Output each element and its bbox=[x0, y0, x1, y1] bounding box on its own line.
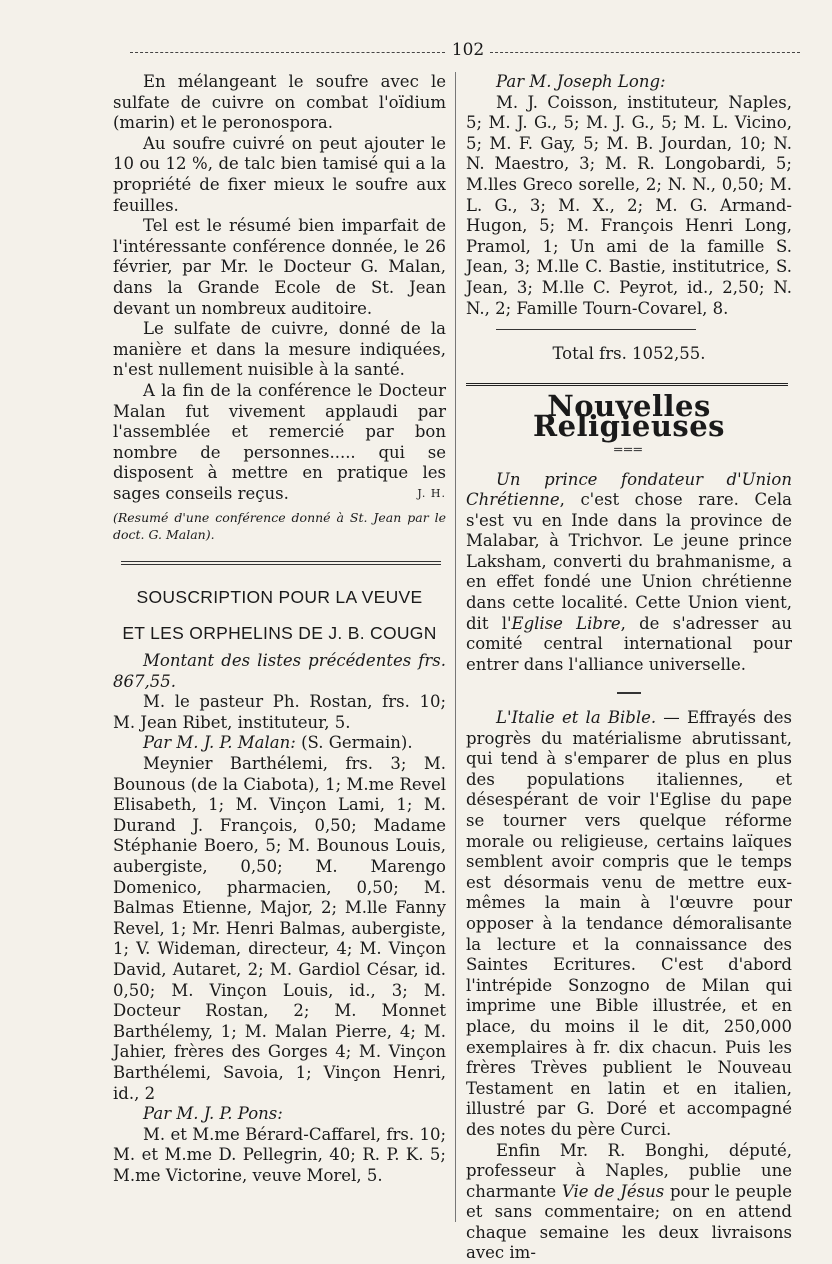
source-note: (Resumé d'une conférence donné à St. Jean par le doct. G. Malan). bbox=[113, 509, 446, 543]
book-title: Vie de Jésus bbox=[562, 1182, 664, 1201]
list-intro-place: (S. Germain). bbox=[296, 733, 413, 752]
newspaper-name: Eglise Libre bbox=[512, 614, 621, 633]
news-item-text: , de s'adresser au comité central international pour entrer dans l'alliance universelle. bbox=[466, 614, 792, 674]
previous-total: Montant des listes précédentes frs. 867,55. bbox=[113, 651, 446, 692]
section-divider bbox=[466, 383, 788, 386]
news-item-title: Un prince fondateur d'Union Chrétienne bbox=[466, 470, 792, 510]
section-divider bbox=[121, 561, 441, 565]
grand-total: Total frs. 1052,55. bbox=[466, 344, 792, 365]
subscription-heading-line-2: ET LES ORPHELINS DE J. B. COUGN bbox=[113, 615, 446, 651]
list-intro-name: Par M. J. P. Malan: bbox=[143, 733, 296, 752]
column-divider bbox=[455, 72, 456, 1222]
donor-list: Meynier Barthélemi, frs. 3; M. Bounous (de la Ciabota), 1; M.me Revel Elisabeth, 1; M. Vinçon Lami, 1; M. Durand J. François, 0,50; Madame Stéphanie Boero, 5; M. Bounous Louis, aubergiste, 0,50; M. Marengo Domenico, pharmacien, 0,50; M. Balmas Etienne, Major, 2; M.lle Fanny Revel, 1; Mr. Henri Balmas, aubergiste, 1; V. Wideman, directeur, 4; M. Vinçon David, Autaret, 2; M. Gardiol César, id. 0,50; M. Vinçon Louis, id., 3; M. Docteur Rostan, 2; M. Monnet Barthélemy, 1; M. Malan Pierre, 4; M. Jahier, frères des Gorges 4; M. Vinçon Barthélemi, Savoia, 1; Vinçon Henri, id., 2 bbox=[113, 754, 446, 1104]
paragraph: Tel est le résumé bien imparfait de l'intéressante conférence donnée, le 26 février, par Mr. le Docteur G. Malan, dans la Grande Ecole de St. Jean devant un nombreux auditoire. bbox=[113, 216, 446, 319]
page-header bbox=[130, 40, 800, 64]
signature: J. H. bbox=[113, 484, 446, 505]
right-column bbox=[466, 72, 792, 1264]
paragraph: M. le pasteur Ph. Rostan, frs. 10; M. Jean Ribet, instituteur, 5. bbox=[113, 692, 446, 733]
donor-list: M. et M.me Bérard-Caffarel, frs. 10; M. et M.me D. Pellegrin, 40; R. P. K. 5; M.me Victorine, veuve Morel, 5. bbox=[113, 1125, 446, 1187]
news-item-text: Enfin Mr. R. Bonghi, député, professeur à Naples, publie une charmante bbox=[466, 1141, 792, 1201]
news-item-text: , c'est chose rare. Cela s'est vu en Inde dans la province de Malabar, à Trichvor. Le jeune prince Laksham, converti du brahmanisme, a en effet fondé une Union chrétienne dans cette localité. Cette Union vient, dit l' bbox=[466, 490, 792, 633]
news-item bbox=[466, 708, 792, 1140]
news-item-title: L'Italie et la Bible. bbox=[496, 708, 656, 727]
list-intro: Par M. J. P. Pons: bbox=[113, 1104, 446, 1125]
header-rule-left bbox=[130, 52, 445, 53]
paragraph: A la fin de la conférence le Docteur Malan fut vivement applaudi par l'assemblée et remercié par bon nombre de personnes..... qui se disposent à mettre en pratique les sages conseils reçus. bbox=[113, 381, 446, 505]
paragraph: Au soufre cuivré on peut ajouter le 10 ou 12 %, de talc bien tamisé qui a la propriété de fixer mieux le soufre aux feuilles. bbox=[113, 134, 446, 216]
paragraph: En mélangeant le soufre avec le sulfate de cuivre on combat l'oïdium (marin) et le peronospora. bbox=[113, 72, 446, 134]
page-number: 102 bbox=[448, 40, 488, 60]
news-item bbox=[466, 1141, 792, 1264]
subscription-heading-line-1: SOUSCRIPTION POUR LA VEUVE bbox=[113, 579, 446, 615]
news-item-text: pour le peuple et sans commentaire; on en attend chaque semaine les deux livraisons avec im- bbox=[466, 1182, 792, 1263]
paragraph: Le sulfate de cuivre, donné de la manière et dans la mesure indiquées, n'est nullement nuisible à la santé. bbox=[113, 319, 446, 381]
ornament-rule: ═══ bbox=[466, 441, 792, 462]
section-title: Nouvelles Religieuses bbox=[466, 396, 792, 437]
donor-list: M. J. Coisson, instituteur, Naples, 5; M. J. G., 5; M. J. G., 5; M. L. Vicino, 5; M. F. Gay, 5; M. B. Jourdan, 10; N. N. Maestro, 3; M. R. Longobardi, 5; M.lles Greco sorelle, 2; N. N., 0,50; M. L. G., 3; M. X., 2; M. G. Armand-Hugon, 5; M. François Henri Long, Pramol, 1; Un ami de la famille S. Jean, 3; M.lle C. Bastie, institutrice, S. Jean, 3; M.lle C. Peyrot, id., 2,50; N. N., 2; Famille Tourn-Covarel, 8. bbox=[466, 93, 792, 320]
item-separator bbox=[466, 679, 792, 700]
news-item bbox=[466, 470, 792, 676]
left-column bbox=[113, 72, 446, 1187]
news-item-text: — Effrayés des progrès du matérialisme abrutissant, qui tend à s'emparer de plus en plus des populations italiennes, et désespérant de voir l'Eglise du pape se tourner vers quelque réforme morale ou religieuse, certains laïques semblent avoir compris que le temps est désormais venu de mettre eux-mêmes la main à l'œuvre pour opposer à la tendance démoralisante la lecture et la connaissance des Saintes Ecritures. C'est d'abord l'intrépide Sonzogno de Milan qui imprime une Bible illustrée, et en place, du moins il le dit, 250,000 exemplaires à fr. dix chacun. Puis les frères Trèves publient le Nouveau Testament en latin et en italien, illustré par G. Doré et accompagné des notes du père Curci. bbox=[466, 708, 792, 1139]
list-intro: Par M. Joseph Long: bbox=[466, 72, 792, 93]
total-rule bbox=[496, 329, 696, 330]
header-rule-right bbox=[490, 52, 800, 53]
list-intro bbox=[113, 733, 446, 754]
